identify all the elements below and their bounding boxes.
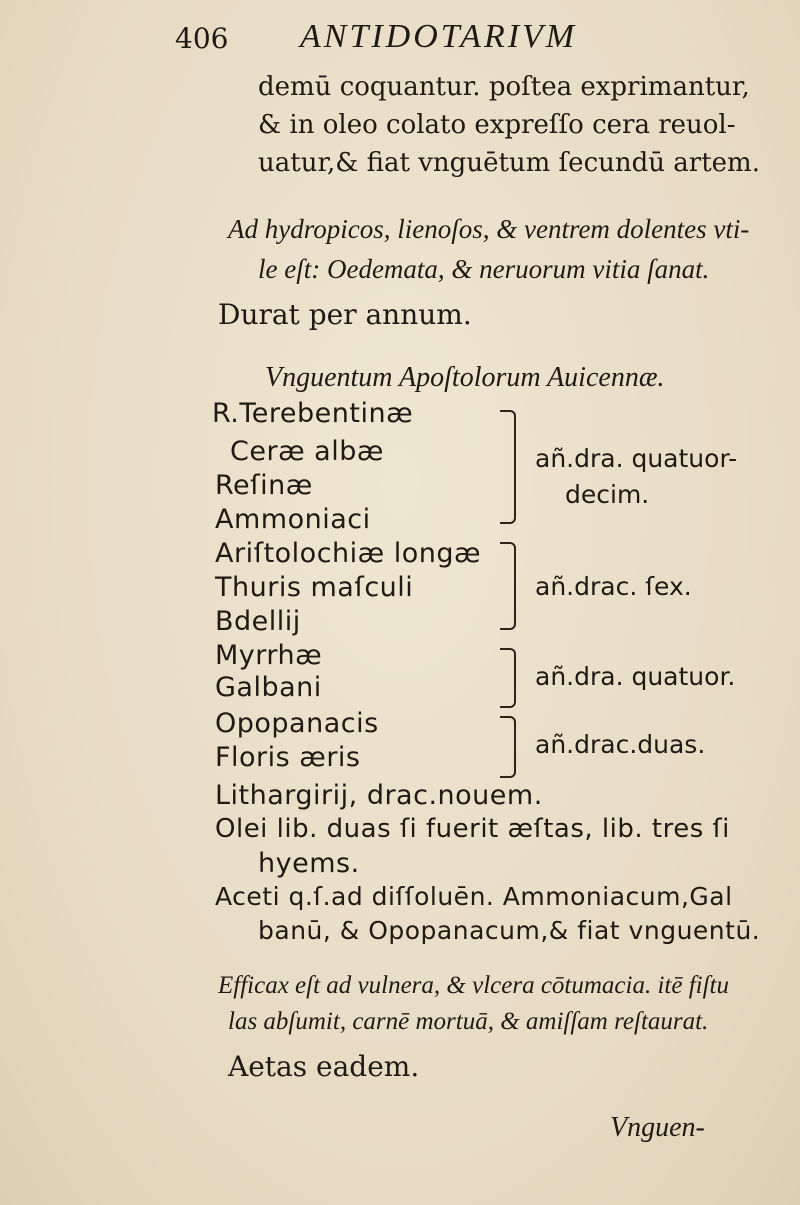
running-head: ANTIDOTARIVM	[300, 18, 578, 55]
quantity: añ.drac. ſex.	[535, 572, 692, 601]
quantity: añ.dra. quatuor-	[535, 444, 738, 473]
brace-icon	[500, 410, 516, 524]
efficacy-line: Efficax eſt ad vulnera, & vlcera cōtumacia. itē fiſtu	[218, 972, 729, 999]
ingredient: Reſinæ	[215, 470, 313, 501]
ingredient: Bdellij	[215, 606, 301, 637]
age-line: Aetas eadem.	[228, 1050, 420, 1083]
usage-line: le eſt: Oedemata, & neruorum vitia ſanat.	[258, 254, 710, 284]
recipe-line: Olei lib. duas ſi fuerit æſtas, lib. tres ſi	[215, 814, 730, 844]
page-header	[0, 18, 800, 58]
recipe-line: Lithargirij, drac.nouem.	[215, 780, 543, 811]
usage-line: Ad hydropicos, lienoſos, & ventrem dolentes vti-	[228, 214, 750, 244]
recipe-title: Vnguentum Apoſtolorum Auicennæ.	[265, 362, 665, 393]
duration-line: Durat per annum.	[218, 298, 472, 331]
ingredient: R.Terebentinæ	[212, 398, 414, 429]
quantity: añ.drac.duas.	[535, 730, 706, 759]
ingredient: Ariſtolochiæ longæ	[215, 538, 482, 569]
intro-line: uatur,& fiat vnguētum ſecundū artem.	[258, 148, 760, 178]
ingredient: Thuris maſculi	[215, 572, 414, 603]
ingredient: Ammoniaci	[215, 504, 371, 535]
ingredient: Opopanacis	[215, 708, 379, 739]
brace-icon	[500, 542, 516, 630]
efficacy-line: las abſumit, carnē mortuā, & amiſſam reſtaurat.	[228, 1008, 709, 1035]
quantity: añ.dra. quatuor.	[535, 662, 736, 691]
brace-icon	[500, 648, 516, 708]
page-number: 406	[175, 22, 229, 55]
quantity: decim.	[565, 480, 650, 509]
recipe-line: hyems.	[258, 848, 360, 879]
ingredient: Floris æris	[215, 742, 361, 773]
brace-icon	[500, 716, 516, 778]
ingredient: Galbani	[215, 672, 322, 703]
ingredient: Ceræ albæ	[230, 436, 384, 467]
recipe-line: Aceti q.ſ.ad diſſoluēn. Ammoniacum,Gal	[215, 882, 733, 911]
ingredient: Myrrhæ	[215, 640, 323, 671]
intro-line: demū coquantur. poſtea exprimantur,	[258, 72, 750, 102]
recipe-line: banū, & Opopanacum,& fiat vnguentū.	[258, 916, 761, 945]
intro-line: & in oleo colato expreſſo cera reuol-	[258, 110, 736, 140]
catchword: Vnguen-	[610, 1112, 705, 1143]
